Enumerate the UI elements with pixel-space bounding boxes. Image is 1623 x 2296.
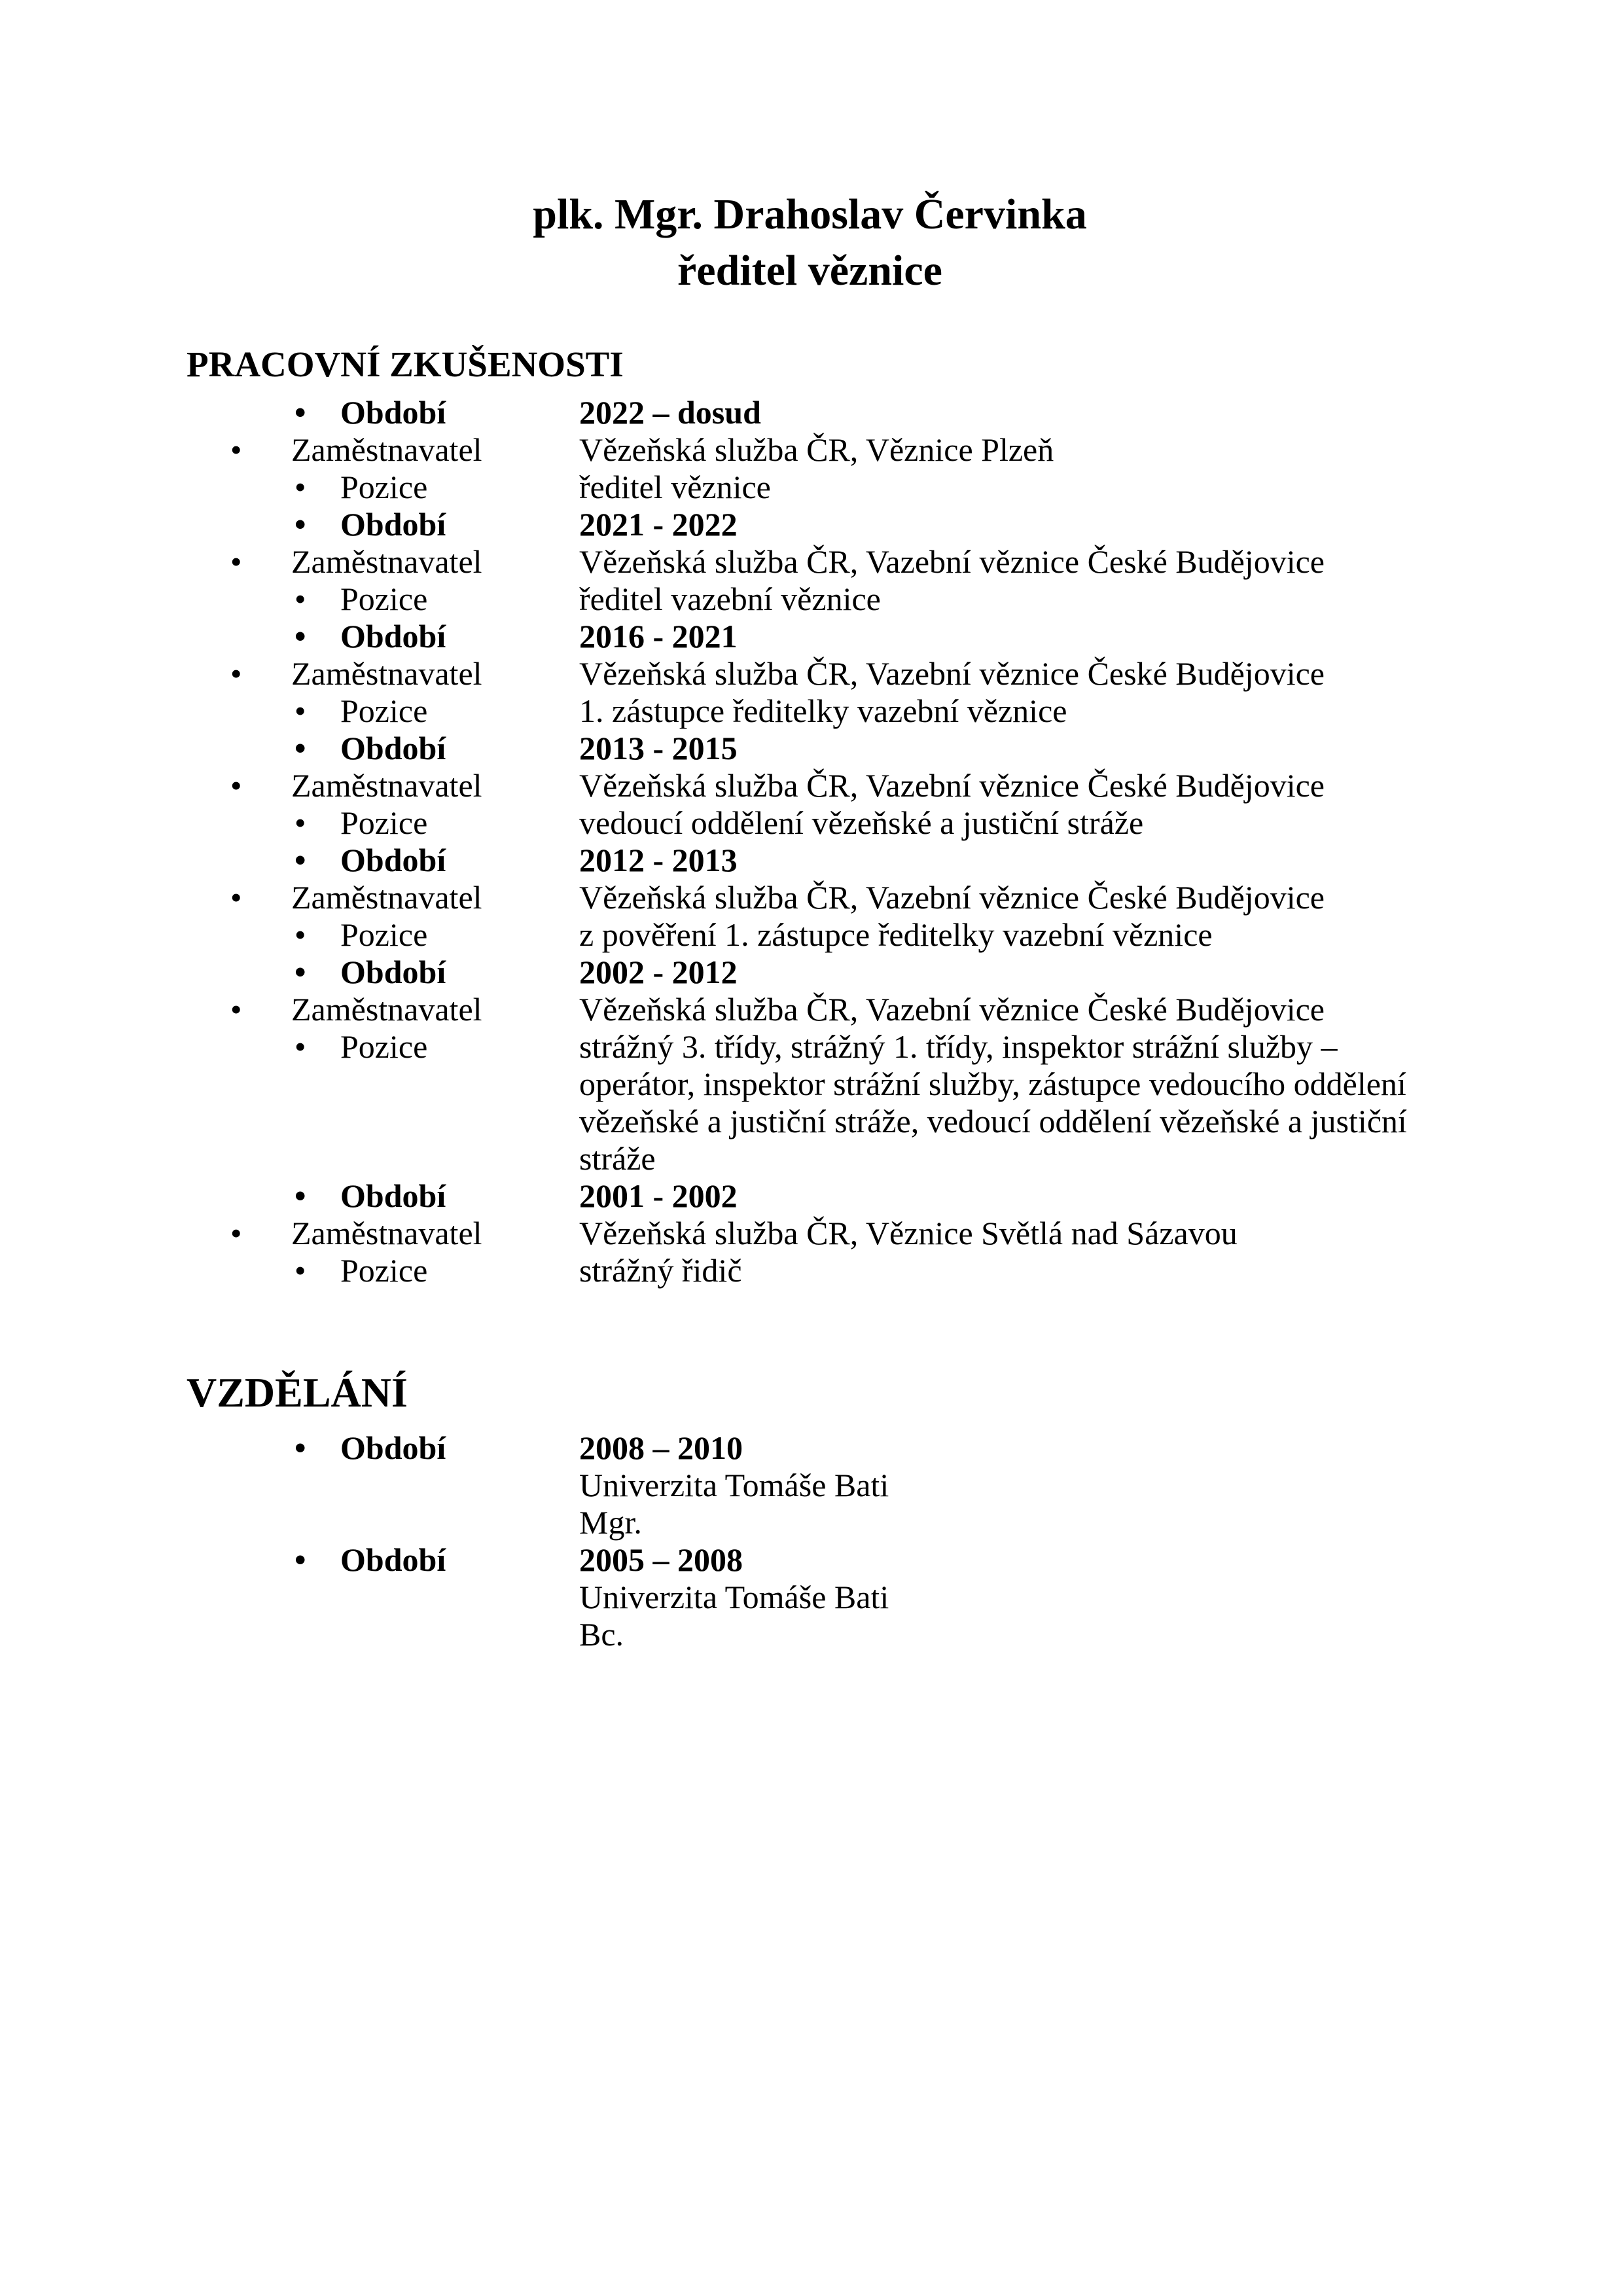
cv-row [187,991,1433,1028]
row-value: 2021 - 2022 [579,505,738,543]
cv-row [187,879,1433,916]
bullet-icon: • [294,617,306,655]
cv-row [187,954,1433,991]
row-value: Mgr. [579,1503,642,1541]
row-label: Pozice [340,580,428,617]
row-value: 2008 – 2010 [579,1429,743,1466]
section-heading-experience: PRACOVNÍ ZKUŠENOSTI [187,344,624,384]
cv-row [187,1429,1433,1467]
bullet-icon: • [294,804,306,841]
bullet-icon: • [294,393,306,431]
row-label: Pozice [340,804,428,841]
row-value: 2022 – dosud [579,393,761,431]
row-value: 2012 - 2013 [579,841,738,878]
bullet-icon: • [294,953,306,990]
bullet-icon: • [294,1028,306,1065]
cv-row [187,916,1433,954]
row-label: Zaměstnavatel [291,878,482,916]
cv-row [187,1215,1433,1252]
cv-row [187,1467,1433,1504]
row-value: Vězeňská služba ČR, Věznice Světlá nad Sázavou [579,1214,1238,1251]
row-value: Bc. [579,1615,624,1653]
row-value: Vězeňská služba ČR, Vazební věznice České Budějovice [579,990,1325,1028]
cv-row [187,1252,1433,1289]
row-label: Období [340,729,446,766]
cv-row [187,543,1433,581]
cv-row [187,431,1433,469]
row-label: Pozice [340,1251,428,1289]
row-label: Období [340,505,446,543]
bullet-icon: • [230,655,242,692]
bullet-icon: • [294,1251,306,1289]
bullet-icon: • [230,543,242,580]
row-value: Univerzita Tomáše Bati [579,1466,889,1503]
row-value: 2013 - 2015 [579,729,738,766]
row-value: Vězeňská služba ČR, Vazební věznice České Budějovice [579,878,1325,916]
bullet-icon: • [294,692,306,729]
row-label: Zaměstnavatel [291,655,482,692]
bullet-icon: • [294,468,306,505]
cv-row [187,618,1433,655]
row-value: ředitel vazební věznice [579,580,881,617]
bullet-icon: • [230,878,242,916]
row-value: Vězeňská služba ČR, Vazební věznice České Budějovice [579,655,1325,692]
row-label: Období [340,393,446,431]
row-label: Zaměstnavatel [291,990,482,1028]
cv-row [187,767,1433,804]
cv-row [187,506,1433,543]
cv-row [187,1504,1433,1541]
row-value: 1. zástupce ředitelky vazební věznice [579,692,1067,729]
bullet-icon: • [294,841,306,878]
row-label: Pozice [340,916,428,953]
section-heading-education: VZDĚLÁNÍ [187,1369,408,1416]
cv-row [187,1616,1433,1653]
bullet-icon: • [294,580,306,617]
row-value: 2001 - 2002 [579,1177,738,1214]
row-label: Období [340,841,446,878]
bullet-icon: • [230,1214,242,1251]
row-label: Období [340,617,446,655]
cv-row [187,581,1433,618]
bullet-icon: • [230,990,242,1028]
cv-row [187,730,1433,767]
cv-row [187,469,1433,506]
row-value: Vězeňská služba ČR, Vazební věznice České Budějovice [579,543,1325,580]
row-value: z pověření 1. zástupce ředitelky vazební věznice [579,916,1213,953]
bullet-icon: • [294,1177,306,1214]
bullet-icon: • [294,916,306,953]
row-value: ředitel věznice [579,468,771,505]
cv-row [187,655,1433,692]
row-label: Období [340,953,446,990]
bullet-icon: • [230,431,242,468]
row-label: Zaměstnavatel [291,1214,482,1251]
row-value: strážný řidič [579,1251,742,1289]
cv-row [187,842,1433,879]
row-value: vedoucí oddělení vězeňské a justiční stráže [579,804,1144,841]
row-label: Zaměstnavatel [291,766,482,804]
row-value: strážný 3. třídy, strážný 1. třídy, inspektor strážní služby – operátor, inspektor strážní služby, zástupce vedoucího oddělení vězeňské a justiční stráže, vedoucí oddělení vězeňské a justiční stráže [579,1028,1407,1177]
bullet-icon: • [294,729,306,766]
row-label: Pozice [340,468,428,505]
row-value: 2016 - 2021 [579,617,738,655]
cv-row [187,692,1433,730]
row-label: Zaměstnavatel [291,543,482,580]
cv-row [187,394,1433,431]
title-name-line: plk. Mgr. Drahoslav Červinka [533,190,1087,238]
row-value: 2002 - 2012 [579,953,738,990]
row-label: Období [340,1541,446,1578]
row-value: Vězeňská služba ČR, Vazební věznice České Budějovice [579,766,1325,804]
title-role-line: ředitel věznice [677,247,942,295]
row-value: Vězeňská služba ČR, Věznice Plzeň [579,431,1054,468]
row-label: Pozice [340,1028,428,1065]
row-label: Pozice [340,692,428,729]
bullet-icon: • [294,1541,306,1578]
experience-rows [187,394,1433,1289]
bullet-icon: • [294,1429,306,1466]
bullet-icon: • [294,505,306,543]
row-value: 2005 – 2008 [579,1541,743,1578]
bullet-icon: • [230,766,242,804]
cv-row [187,1177,1433,1215]
row-value: Univerzita Tomáše Bati [579,1578,889,1615]
document-title [187,187,1433,299]
cv-row [187,1028,1433,1177]
row-label: Období [340,1177,446,1214]
education-rows [187,1429,1433,1653]
cv-row [187,1541,1433,1579]
cv-row [187,1579,1433,1616]
row-label: Zaměstnavatel [291,431,482,468]
cv-row [187,804,1433,842]
row-label: Období [340,1429,446,1466]
